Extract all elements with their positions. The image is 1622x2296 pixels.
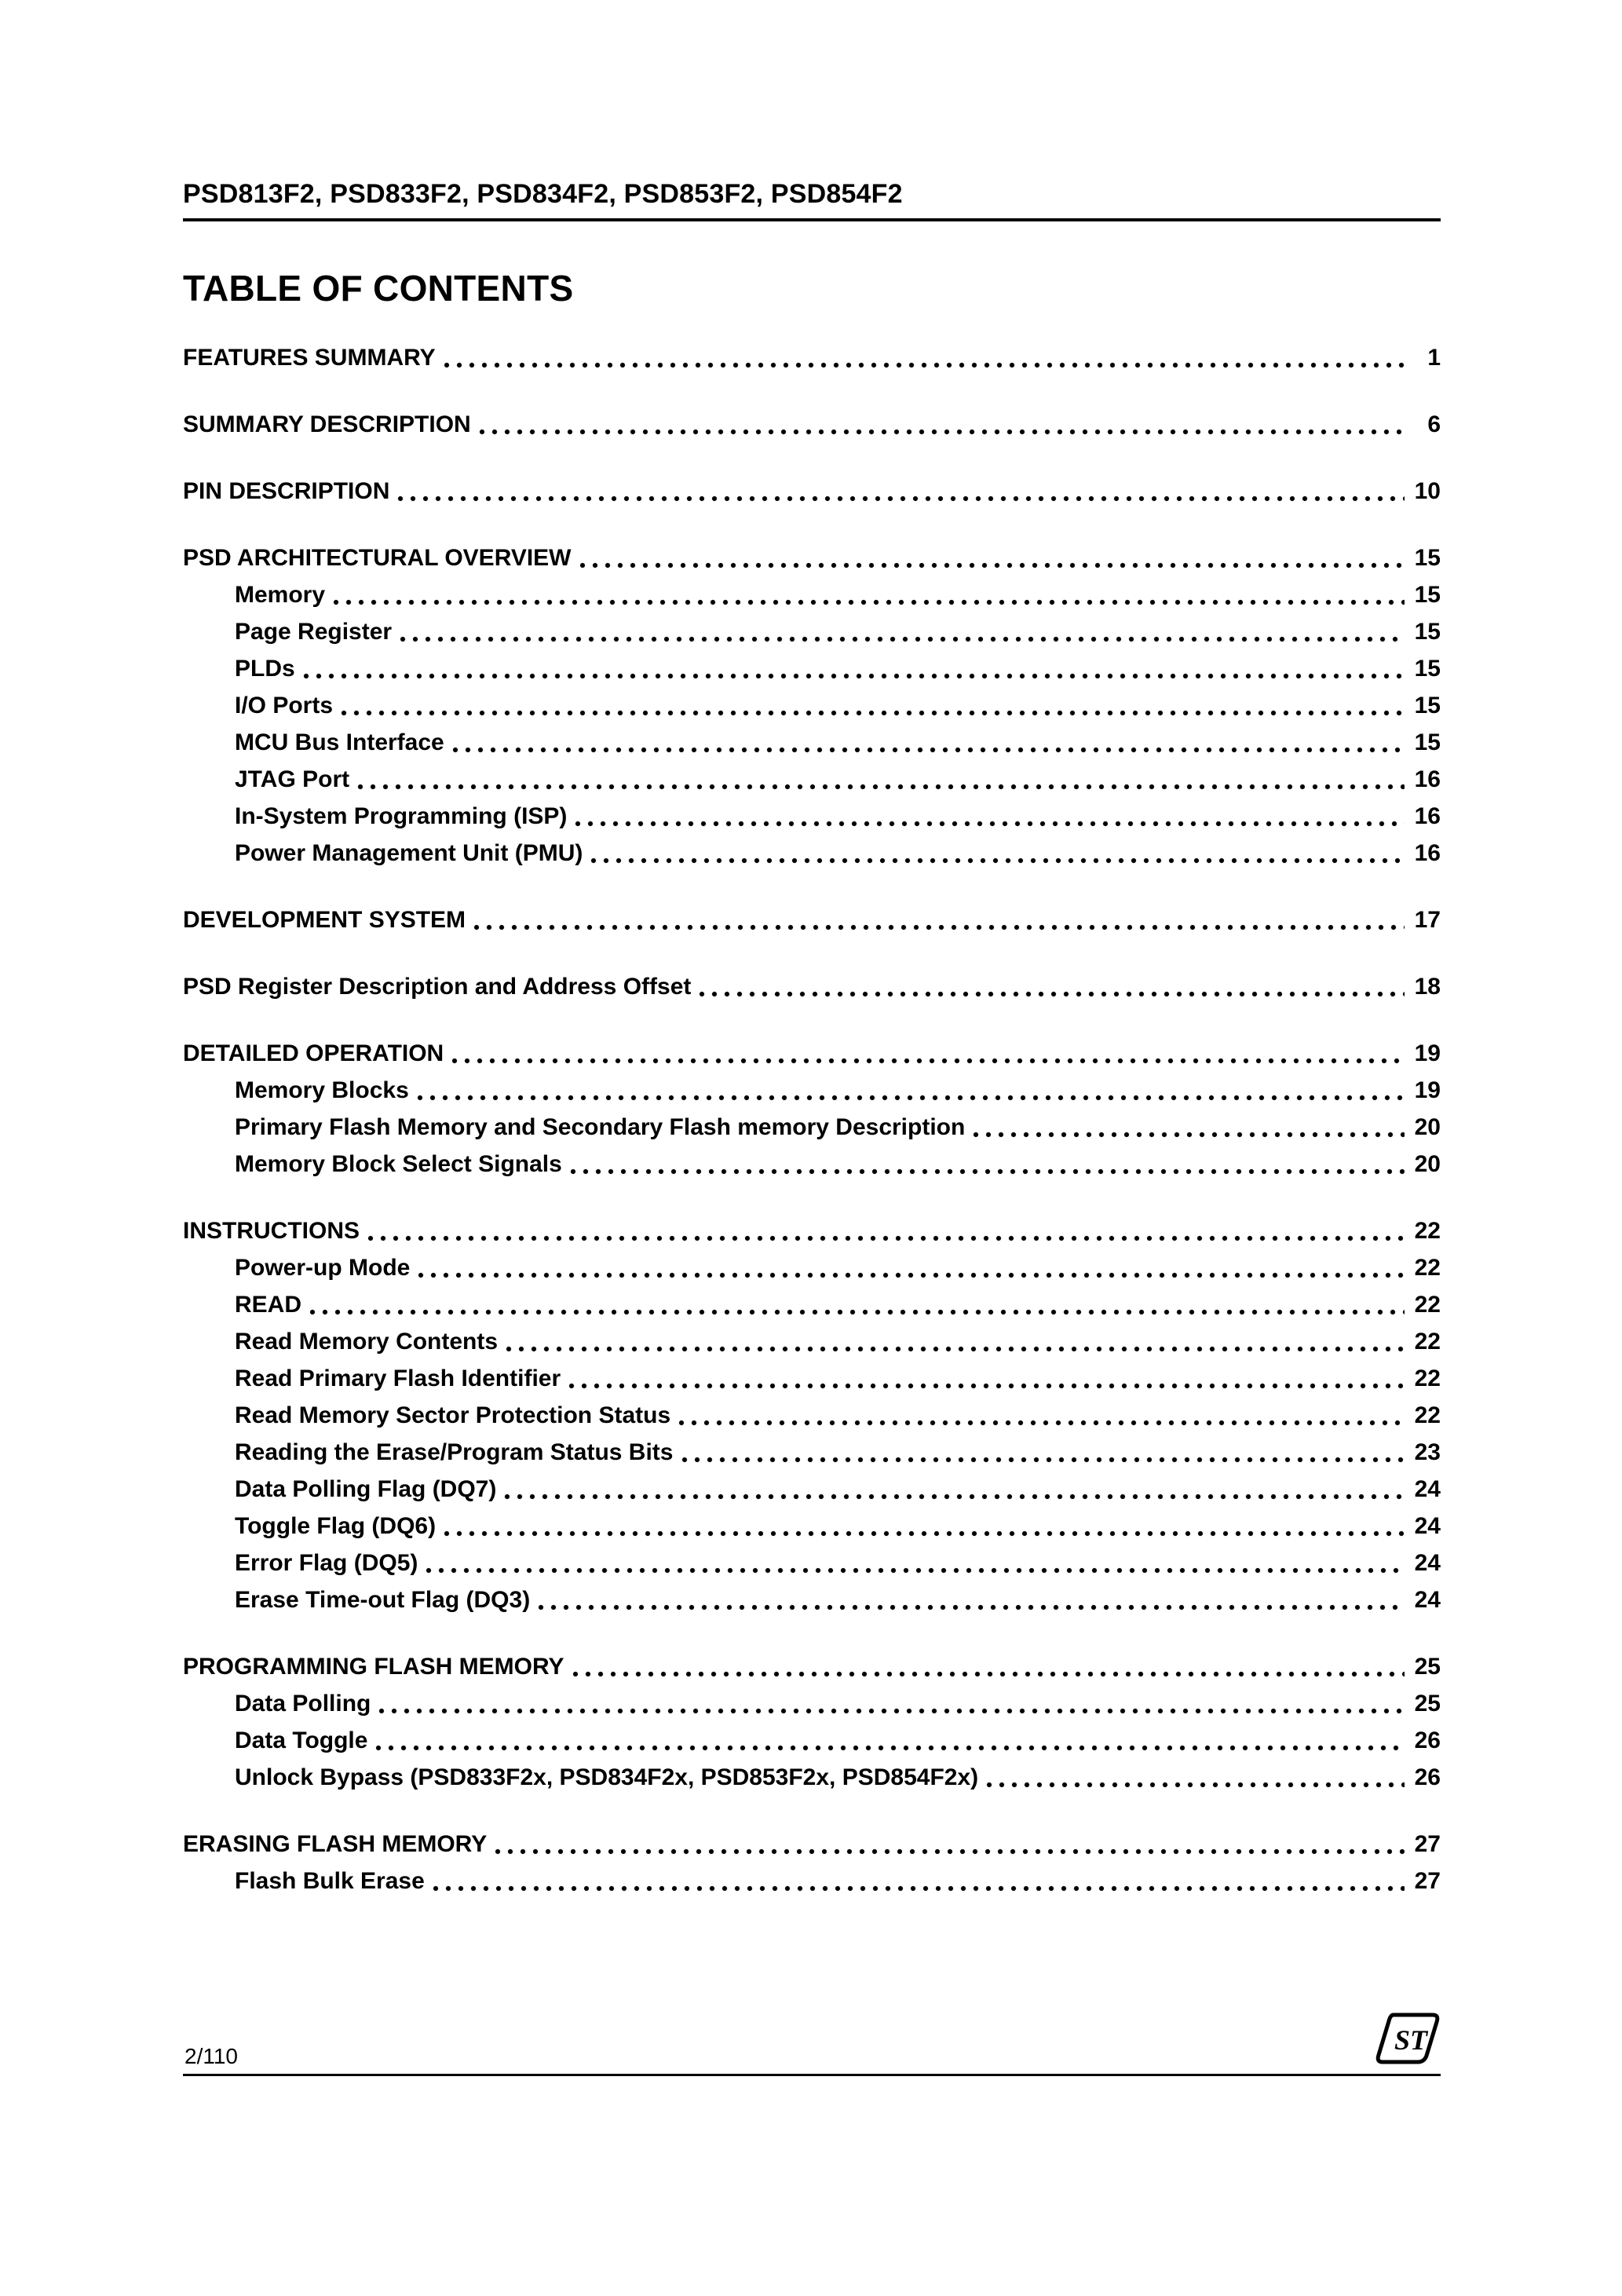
toc-entry-page: 18 (1414, 974, 1441, 1000)
dot-leader (426, 1567, 1405, 1574)
toc-entry-label: Data Polling (235, 1691, 371, 1717)
dot-leader (678, 1420, 1405, 1426)
dot-leader (303, 673, 1405, 679)
dot-leader (367, 1235, 1405, 1241)
dot-leader (575, 821, 1405, 827)
toc-entry-label: Data Toggle (235, 1727, 368, 1753)
toc-entry (183, 835, 1441, 872)
toc-entry-page: 24 (1414, 1513, 1441, 1539)
toc-entry (183, 1360, 1441, 1397)
toc-entry-page: 15 (1414, 619, 1441, 645)
toc-entry (183, 1863, 1441, 1899)
dot-leader (986, 1782, 1405, 1788)
toc-entry (183, 1072, 1441, 1109)
document-header-title: PSD813F2, PSD833F2, PSD834F2, PSD853F2, PSD854F2 (183, 177, 1441, 221)
toc-entry-label: Memory (235, 582, 326, 608)
toc-entry (183, 1323, 1441, 1360)
toc-entry-label: Error Flag (DQ5) (235, 1550, 418, 1576)
toc-entry-label: PSD Register Description and Address Offset (183, 974, 692, 1000)
toc-entry (183, 1434, 1441, 1471)
toc-entry (183, 798, 1441, 835)
dot-leader (309, 1309, 1405, 1315)
toc-entry-label: PSD ARCHITECTURAL OVERVIEW (183, 545, 572, 571)
toc-entry-label: Data Polling Flag (DQ7) (235, 1476, 497, 1502)
dot-leader (357, 784, 1405, 790)
toc-entry-label: FEATURES SUMMARY (183, 345, 436, 371)
toc-entry-page: 27 (1414, 1831, 1441, 1857)
dot-leader (473, 924, 1405, 930)
toc-entry-label: Memory Block Select Signals (235, 1151, 562, 1177)
toc-entry-page: 25 (1414, 1654, 1441, 1680)
toc-entry-label: MCU Bus Interface (235, 729, 444, 755)
dot-leader (504, 1493, 1405, 1500)
toc-entry-label: PIN DESCRIPTION (183, 478, 390, 504)
toc-entry-label: I/O Ports (235, 693, 334, 718)
toc-entry-page: 15 (1414, 582, 1441, 608)
toc-entry-label: ERASING FLASH MEMORY (183, 1831, 488, 1857)
toc-entry-label: JTAG Port (235, 766, 350, 792)
toc-entry (183, 406, 1441, 443)
footer-page-number: 2/110 (184, 2044, 238, 2068)
toc-entry (183, 473, 1441, 510)
toc-entry (183, 1685, 1441, 1722)
toc-entry-page: 16 (1414, 766, 1441, 792)
dot-leader (590, 857, 1405, 864)
toc-entry-page: 17 (1414, 907, 1441, 933)
toc-entry-page: 19 (1414, 1077, 1441, 1103)
toc-entry-page: 24 (1414, 1476, 1441, 1502)
toc-entry (183, 1545, 1441, 1581)
dot-leader (375, 1745, 1405, 1751)
dot-leader (681, 1457, 1405, 1463)
dot-leader (506, 1346, 1405, 1352)
toc-entry (183, 901, 1441, 938)
toc-entry (183, 1212, 1441, 1249)
toc-entry-page: 22 (1414, 1218, 1441, 1244)
toc-entry-page: 24 (1414, 1587, 1441, 1613)
toc-entry-page: 15 (1414, 693, 1441, 718)
toc-entry-label: Power Management Unit (PMU) (235, 840, 583, 866)
dot-leader (444, 362, 1405, 368)
toc-entry-label: Read Memory Sector Protection Status (235, 1402, 671, 1428)
toc-entry (183, 1826, 1441, 1863)
dot-leader (397, 495, 1405, 502)
toc-entry-page: 26 (1414, 1764, 1441, 1790)
toc-entry (183, 339, 1441, 376)
dot-leader (568, 1383, 1405, 1389)
toc-entry (183, 1471, 1441, 1508)
dot-leader (570, 1168, 1405, 1175)
page-content (183, 0, 1441, 1899)
toc-entry (183, 1397, 1441, 1434)
toc-entry-page: 16 (1414, 803, 1441, 829)
toc-entry-label: Flash Bulk Erase (235, 1868, 425, 1894)
dot-leader (579, 562, 1405, 569)
dot-leader (378, 1708, 1405, 1714)
page-title: TABLE OF CONTENTS (183, 268, 574, 309)
toc-entry (183, 1759, 1441, 1796)
toc-entry-page: 20 (1414, 1114, 1441, 1140)
dot-leader (333, 599, 1405, 605)
dot-leader (479, 429, 1405, 435)
toc-entry (183, 1581, 1441, 1618)
dot-leader (973, 1132, 1405, 1138)
toc-entry (183, 1146, 1441, 1183)
toc-entry-page: 10 (1414, 478, 1441, 504)
toc-entry (183, 687, 1441, 724)
toc-entry (183, 650, 1441, 687)
toc-entry-page: 25 (1414, 1691, 1441, 1717)
toc-entry-page: 20 (1414, 1151, 1441, 1177)
toc-entry-label: Unlock Bypass (PSD833F2x, PSD834F2x, PSD853F2x, PSD854F2x) (235, 1764, 979, 1790)
toc-entry (183, 1648, 1441, 1685)
dot-leader (572, 1671, 1405, 1677)
toc-entry-page: 15 (1414, 656, 1441, 682)
toc-entry (183, 613, 1441, 650)
toc-entry-label: PLDs (235, 656, 295, 682)
dot-leader (341, 710, 1405, 716)
st-logo (1375, 2005, 1441, 2071)
toc-entry-label: DETAILED OPERATION (183, 1040, 444, 1066)
toc-entry-page: 22 (1414, 1255, 1441, 1281)
toc-entry-label: Reading the Erase/Program Status Bits (235, 1439, 674, 1465)
page-footer (183, 1994, 1441, 2089)
toc-entry-label: Toggle Flag (DQ6) (235, 1513, 437, 1539)
toc-entry-label: SUMMARY DESCRIPTION (183, 411, 471, 437)
toc-entry-page: 15 (1414, 545, 1441, 571)
toc-entry (183, 1286, 1441, 1323)
toc-entry-page: 19 (1414, 1040, 1441, 1066)
toc-entry-page: 15 (1414, 729, 1441, 755)
dot-leader (451, 1058, 1405, 1064)
toc-entry-label: Read Memory Contents (235, 1329, 499, 1355)
toc-entry-page: 6 (1427, 411, 1441, 437)
toc-entry-page: 22 (1414, 1329, 1441, 1355)
footer-divider (183, 2074, 1441, 2076)
toc-entry-page: 22 (1414, 1402, 1441, 1428)
st-logo-text: ST (1394, 2024, 1428, 2056)
toc-entry (183, 968, 1441, 1005)
toc-entry (183, 761, 1441, 798)
dot-leader (699, 991, 1405, 997)
toc-entry-page: 27 (1414, 1868, 1441, 1894)
toc-entry (183, 1035, 1441, 1072)
toc-entry-label: INSTRUCTIONS (183, 1218, 360, 1244)
table-of-contents (183, 339, 1441, 1899)
toc-entry-label: In-System Programming (ISP) (235, 803, 568, 829)
toc-entry (183, 1508, 1441, 1545)
toc-entry-label: Read Primary Flash Identifier (235, 1366, 561, 1391)
toc-entry-label: Page Register (235, 619, 393, 645)
dot-leader (495, 1848, 1405, 1855)
toc-entry (183, 576, 1441, 613)
dot-leader (418, 1272, 1405, 1278)
toc-entry-label: PROGRAMMING FLASH MEMORY (183, 1654, 564, 1680)
toc-entry-page: 26 (1414, 1727, 1441, 1753)
dot-leader (400, 636, 1405, 642)
toc-entry (183, 1249, 1441, 1286)
dot-leader (433, 1885, 1405, 1892)
dot-leader (444, 1530, 1405, 1537)
toc-entry-page: 24 (1414, 1550, 1441, 1576)
dot-leader (417, 1095, 1405, 1101)
toc-entry (183, 539, 1441, 576)
toc-entry (183, 1109, 1441, 1146)
toc-entry-label: Erase Time-out Flag (DQ3) (235, 1587, 531, 1613)
toc-entry-page: 22 (1414, 1292, 1441, 1318)
dot-leader (538, 1604, 1405, 1610)
toc-entry-page: 16 (1414, 840, 1441, 866)
toc-entry-page: 23 (1414, 1439, 1441, 1465)
toc-entry (183, 1722, 1441, 1759)
toc-entry-page: 22 (1414, 1366, 1441, 1391)
toc-entry-label: DEVELOPMENT SYSTEM (183, 907, 466, 933)
toc-entry-label: Memory Blocks (235, 1077, 409, 1103)
toc-entry-label: READ (235, 1292, 302, 1318)
dot-leader (452, 747, 1405, 753)
toc-entry-label: Primary Flash Memory and Secondary Flash memory Description (235, 1114, 966, 1140)
toc-entry-page: 1 (1427, 345, 1441, 371)
toc-entry-label: Power-up Mode (235, 1255, 411, 1281)
toc-entry (183, 724, 1441, 761)
